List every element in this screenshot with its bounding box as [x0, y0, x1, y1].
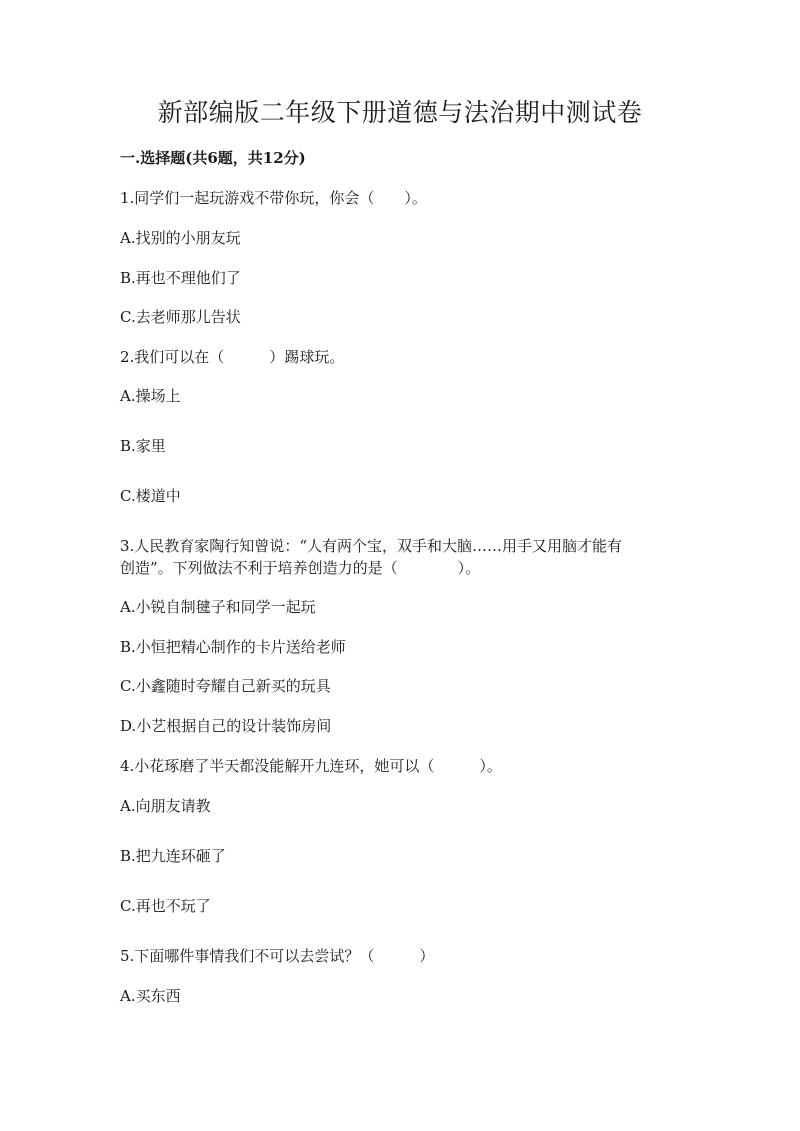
question-5-option-a: A.买东西	[120, 987, 181, 1005]
question-3-option-d: D.小艺根据自己的设计装饰房间	[120, 717, 332, 735]
question-5-stem: 5.下面哪件事情我们不可以去尝试？（ ）	[120, 947, 435, 965]
question-4-option-b: B.把九连环砸了	[120, 847, 226, 865]
section-heading: 一.选择题(共6题，共12分)	[120, 149, 306, 167]
question-2-option-b: B.家里	[120, 437, 166, 455]
question-3-option-a: A.小锐自制毽子和同学一起玩	[120, 598, 316, 616]
question-1-option-c: C.去老师那儿告状	[120, 308, 241, 326]
question-3-option-c: C.小鑫随时夸耀自己新买的玩具	[120, 677, 331, 695]
question-3-stem-line-1: 3.人民教育家陶行知曾说：“人有两个宝，双手和大脑……用手又用脑才能有	[120, 537, 622, 555]
question-2-option-c: C.楼道中	[120, 487, 181, 505]
question-4-stem: 4.小花琢磨了半天都没能解开九连环，她可以（ ）。	[120, 757, 502, 775]
question-4-option-a: A.向朋友请教	[120, 797, 211, 815]
question-1-stem: 1.同学们一起玩游戏不带你玩，你会（ ）。	[120, 189, 427, 207]
question-2-stem: 2.我们可以在（ ）踢球玩。	[120, 348, 345, 366]
question-1-option-a: A.找别的小朋友玩	[120, 229, 241, 247]
question-3-option-b: B.小恒把精心制作的卡片送给老师	[120, 638, 346, 656]
question-2-option-a: A.操场上	[120, 387, 181, 405]
question-1-option-b: B.再也不理他们了	[120, 269, 241, 287]
question-4-option-c: C.再也不玩了	[120, 897, 211, 915]
page-title: 新部编版二年级下册道德与法治期中测试卷	[157, 98, 643, 127]
question-3-stem-line-2: 创造”。下列做法不利于培养创造力的是（ ）。	[120, 559, 481, 577]
